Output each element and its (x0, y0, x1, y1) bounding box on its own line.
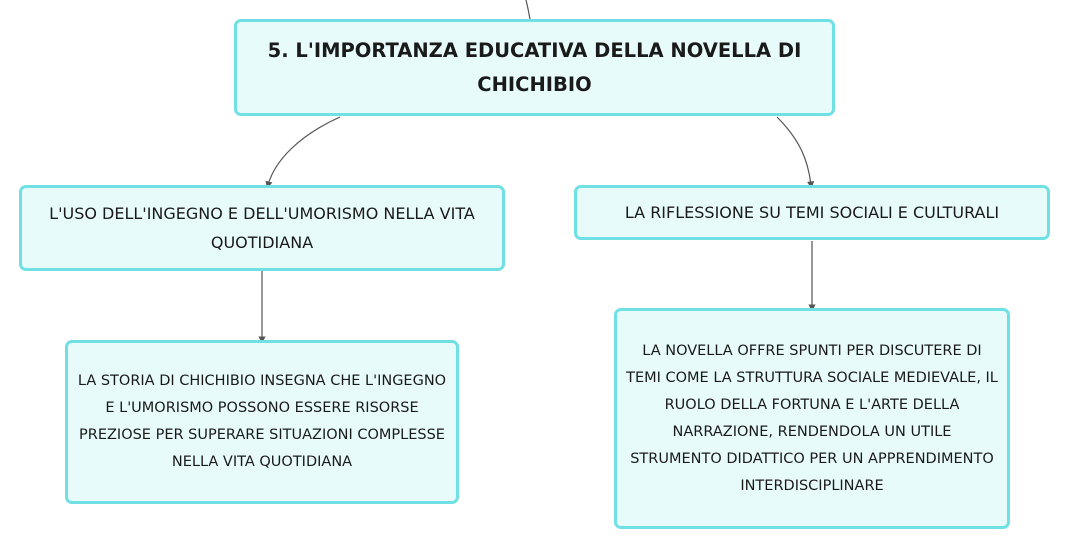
leaf-node-spunti-discussione-text: LA NOVELLA OFFRE SPUNTI PER DISCUTERE DI TEMI COME LA STRUTTURA SOCIALE MEDIEVALE, IL RUOLO DELLA FORTUNA E L'ARTE DELLA NARRAZIONE, RENDENDOLA UN UTILE STRUMENTO DIDATTICO PER UN APPRENDIMENTO INTERDISCIPLINARE (626, 342, 998, 494)
root-node-text: 5. L'IMPORTANZA EDUCATIVA DELLA NOVELLA DI CHICHIBIO (267, 38, 802, 96)
connector-root-to-left-branch (268, 117, 340, 185)
connector-root-to-right-branch (777, 117, 811, 185)
branch-node-ingegno-umorismo-text: L'USO DELL'INGEGNO E DELL'UMORISMO NELLA VITA QUOTIDIANA (49, 204, 475, 252)
root-node[interactable] (234, 19, 835, 116)
leaf-node-storia-chichibio-text: LA STORIA DI CHICHIBIO INSEGNA CHE L'INGEGNO E L'UMORISMO POSSONO ESSERE RISORSE PREZIOSE PER SUPERARE SITUAZIONI COMPLESSE NELLA VITA QUOTIDIANA (77, 373, 447, 470)
branch-node-temi-sociali[interactable] (574, 185, 1050, 240)
branch-node-ingegno-umorismo[interactable] (19, 185, 505, 271)
branch-node-temi-sociali-text: LA RIFLESSIONE SU TEMI SOCIALI E CULTURALI (624, 203, 1000, 222)
leaf-node-storia-chichibio[interactable] (65, 340, 459, 504)
connector-parent-to-root (526, 0, 530, 19)
leaf-node-spunti-discussione[interactable] (614, 308, 1010, 529)
